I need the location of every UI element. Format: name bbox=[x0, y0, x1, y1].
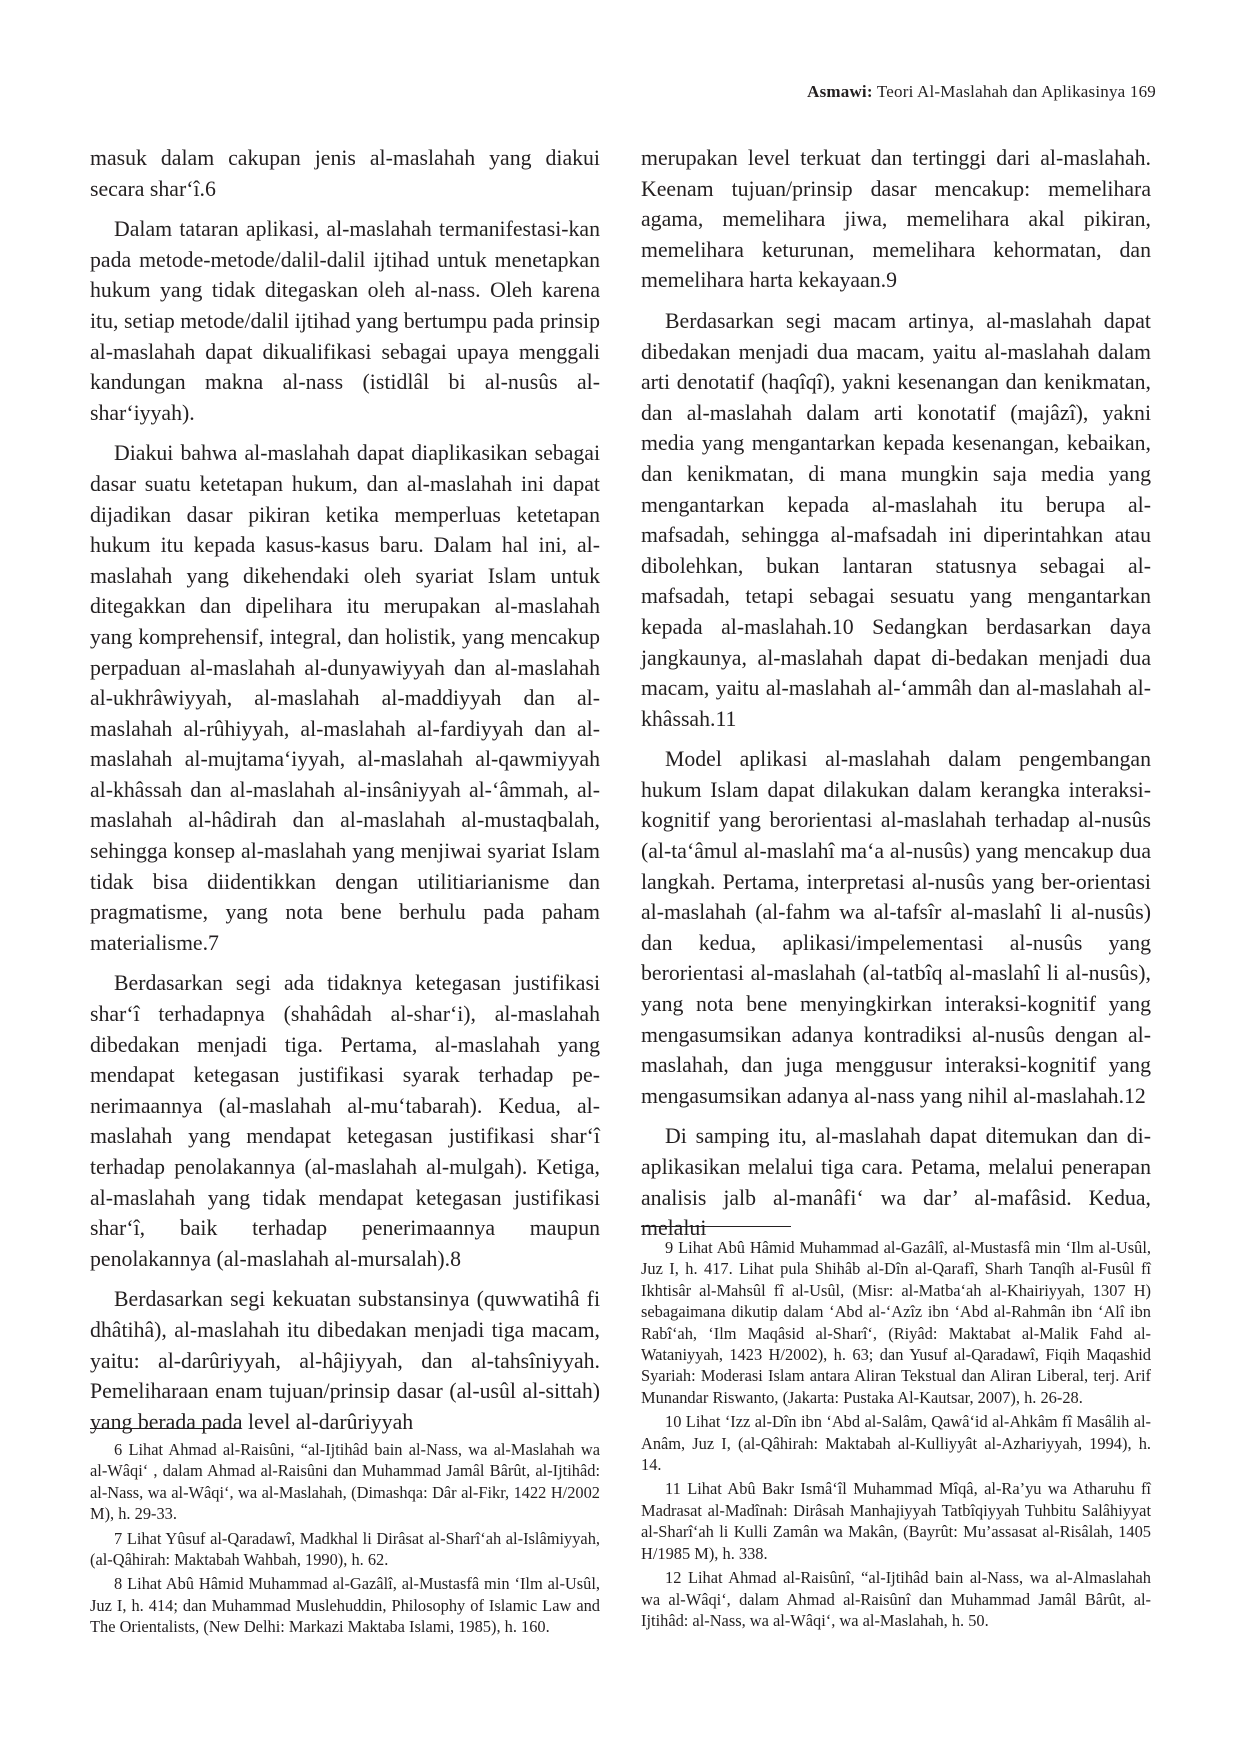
footnote: 7 Lihat Yûsuf al-Qaradawî, Madkhal li Dirâsat al-Sharî‘ah al-Islâmiyyah, (al-Qâhirah: Maktabah Wahbah, 1990), h. 62. bbox=[90, 1528, 600, 1570]
body-paragraph: Model aplikasi al-maslahah dalam pengembangan hukum Islam dapat dilakukan dalam kerangka interaksi-kognitif yang berorientasi al-maslahah terhadap al-nusûs (al-ta‘âmul al-maslahî ma‘a al-nusûs) yang mencakup dua langkah. Pertama, interpretasi al-nusûs yang ber-orientasi al-maslahah (al-fahm wa al-tafsîr al-maslahî li al-nusûs) dan kedua, aplikasi/impelementasi al-nusûs yang berorientasi al-maslahah (al-tatbîq al-maslahî li al-nusûs), yang nota bene menyingkirkan interaksi-kognitif yang mengasumsikan adanya kontradiksi al-nusûs dengan al-maslahah, dan juga menggusur interaksi-kognitif yang mengasumsikan adanya al-nass yang nihil al-maslahah.12 bbox=[641, 747, 1151, 1108]
header-title: Teori Al-Maslahah dan Aplikasinya bbox=[876, 82, 1126, 101]
footnote: 6 Lihat Ahmad al-Raisûni, “al-Ijtihâd bain al-Nass, wa al-Maslahah wa al-Wâqi‘ , dalam Ahmad al-Raisûni dan Muhammad Jamâl Bârût, al-Ijtihâd: al-Nass, wa al-Wâqi‘, wa al-Maslahah, (Dimashqa: Dâr al-Fikr, 1422 H/2002 M), h. 29-33. bbox=[90, 1440, 600, 1524]
body-paragraph: Dalam tataran aplikasi, al-maslahah termanifestasi-kan pada metode-metode/dalil-dalil ijtihad untuk menetapkan hukum yang tidak ditegaskan oleh al-nass. Oleh karena itu, setiap metode/dalil ijtihad yang bertumpu pada prinsip al-maslahah dapat dikualifikasi sebagai upaya menggali kandungan makna al-nass (istidlâl bi al-nusûs al-shar‘iyyah). bbox=[90, 217, 600, 425]
body-paragraph: Berdasarkan segi ada tidaknya ketegasan justifikasi shar‘î terhadapnya (shahâdah al-shar‘i), al-maslahah dibedakan menjadi tiga. Pertama, al-maslahah yang mendapat ketegasan justifikasi syarak terhadap pe-nerimaannya (al-maslahah al-mu‘tabarah). Kedua, al-maslahah yang mendapat ketegasan justifikasi shar‘î terhadap penolakannya (al-maslahah al-mulgah). Ketiga, al-maslahah yang tidak mendapat ketegasan justifikasi shar‘î, baik terhadap penerimaannya maupun penolakannya (al-maslahah al-mursalah).8 bbox=[90, 971, 600, 1271]
footnote-rule bbox=[90, 1428, 240, 1429]
footnotes-left bbox=[90, 1428, 600, 1641]
body-paragraph: Di samping itu, al-maslahah dapat ditemukan dan di-aplikasikan melalui tiga cara. Petama, melalui penerapan analisis jalb al-manâfi‘ wa dar’ al-mafâsid. Kedua, melalui bbox=[641, 1124, 1151, 1241]
footnote: 12 Lihat Ahmad al-Raisûnî, “al-Ijtihâd bain al-Nass, wa al-Almaslahah wa al-Wâqi‘, dalam Ahmad al-Raisûnî dan Muhammad Jamâl Bârût, al-Ijtihâd: al-Nass, wa al-Wâqi‘, wa al-Maslahah, h. 50. bbox=[641, 1568, 1151, 1630]
footnote: 10 Lihat ‘Izz al-Dîn ibn ‘Abd al-Salâm, Qawâ‘id al-Ahkâm fî Masâlih al-Anâm, Juz I, (al-Qâhirah: Maktabah al-Kulliyyât al-Azhariyyah, 1994), h. 14. bbox=[641, 1412, 1151, 1475]
body-paragraph: masuk dalam cakupan jenis al-maslahah yang diakui secara shar‘î.6 bbox=[90, 146, 600, 201]
footnote: 8 Lihat Abû Hâmid Muhammad al-Gazâlî, al-Mustasfâ min ‘Ilm al-Usûl, Juz I, h. 414; dan Muhammad Muslehuddin, Philosophy of Islamic Law and The Orientalists, (New Delhi: Markazi Maktaba Islami, 1985), h. 160. bbox=[90, 1574, 600, 1637]
body-paragraph: Berdasarkan segi kekuatan substansinya (quwwatihâ fi dhâtihâ), al-maslahah itu dibedakan menjadi tiga macam, yaitu: al-darûriyyah, al-hâjiyyah, dan al-tahsîniyyah. Pemeliharaan enam tujuan/prinsip dasar (al-usûl al-sittah) yang berada pada level al-darûriyyah bbox=[90, 1287, 600, 1434]
footnote: 9 Lihat Abû Hâmid Muhammad al-Gazâlî, al-Mustasfâ min ‘Ilm al-Usûl, Juz I, h. 417. Lihat pula Shihâb al-Dîn al-Qarafî, Sharh Tanqîh al-Fusûl fî Ikhtisâr al-Mahsûl fî al-Usûl, (Misr: al-Matba‘ah al-Khairiyyah, 1307 H) sebagaimana dikutip dalam ‘Abd al-‘Azîz ibn ‘Abd al-Rahmân ibn ‘Alî ibn Rabî‘ah, ‘Ilm Maqâsid al-Sharî‘, (Riyâd: Maktabat al-Malik Fahd al-Wataniyyah, 1423 H/2002), h. 63; dan Yusuf al-Qaradawî, Fiqih Maqashid Syariah: Moderasi Islam antara Aliran Tekstual dan Aliran Liberal, terj. Arif Munandar Riswanto, (Jakarta: Pustaka Al-Kautsar, 2007), h. 26-28. bbox=[641, 1238, 1151, 1407]
header-author: Asmawi: bbox=[807, 82, 873, 101]
footnote: 11 Lihat Abû Bakr Ismâ‘îl Muhammad Mîqâ, al-Ra’yu wa Atharuhu fî Madrasat al-Madînah: Dirâsah Manhajiyyah Tatbîqiyyah Tuhbitu Salâhiyyat al-Sharî‘ah li Kulli Zamân wa Makân, (Bayrût: Mu’assasat al-Risâlah, 1405 H/1985 M), h. 338. bbox=[641, 1479, 1151, 1563]
running-header bbox=[807, 82, 1156, 102]
body-paragraph: merupakan level terkuat dan tertinggi dari al-maslahah. Keenam tujuan/prinsip dasar mencakup: memelihara agama, memelihara jiwa, memelihara akal pikiran, memelihara keturunan, memelihara kehormatan, dan memelihara harta kekayaan.9 bbox=[641, 146, 1151, 293]
page-number: 169 bbox=[1129, 82, 1156, 101]
left-column bbox=[90, 143, 600, 1447]
footnote-rule bbox=[641, 1226, 791, 1227]
body-paragraph: Diakui bahwa al-maslahah dapat diaplikasikan sebagai dasar suatu ketetapan hukum, dan al-maslahah ini dapat dijadikan dasar pikiran ketika memperluas ketetapan hukum itu kepada kasus-kasus baru. Dalam hal ini, al-maslahah yang dikehendaki oleh syariat Islam untuk ditegakkan dan dipelihara itu merupakan al-maslahah yang komprehensif, integral, dan holistik, yang mencakup perpaduan al-maslahah al-dunyawiyyah dan al-maslahah al-ukhrâwiyyah, al-maslahah al-maddiyyah dan al-maslahah al-rûhiyyah, al-maslahah al-fardiyyah dan al-maslahah al-mujtama‘iyyah, al-maslahah al-qawmiyyah al-khâssah dan al-maslahah al-insâniyyah al-‘âmmah, al-maslahah al-hâdirah dan al-maslahah al-mustaqbalah, sehingga konsep al-maslahah yang menjiwai syariat Islam tidak bisa diidentikkan dengan utilitiarianisme dan pragmatisme, yang nota bene berhulu pada paham materialisme.7 bbox=[90, 441, 600, 955]
footnotes-right bbox=[641, 1226, 1151, 1634]
body-paragraph: Berdasarkan segi macam artinya, al-maslahah dapat dibedakan menjadi dua macam, yaitu al-maslahah dalam arti denotatif (haqîqî), yakni kesenangan dan kenikmatan, dan al-maslahah dalam arti konotatif (majâzî), yakni media yang mengantarkan kepada kesenangan, kebaikan, dan kenikmatan, di mana mungkin saja media yang mengantarkan kepada al-maslahah itu berupa al-mafsadah, sehingga al-mafsadah ini diperintahkan atau dibolehkan, bukan lantaran statusnya sebagai al-mafsadah, tetapi sebagai sesuatu yang mengantarkan kepada al-maslahah.10 Sedangkan berdasarkan daya jangkaunya, al-maslahah dapat di-bedakan menjadi dua macam, yaitu al-maslahah al-‘ammâh dan al-maslahah al-khâssah.11 bbox=[641, 308, 1151, 731]
right-column bbox=[641, 143, 1151, 1254]
